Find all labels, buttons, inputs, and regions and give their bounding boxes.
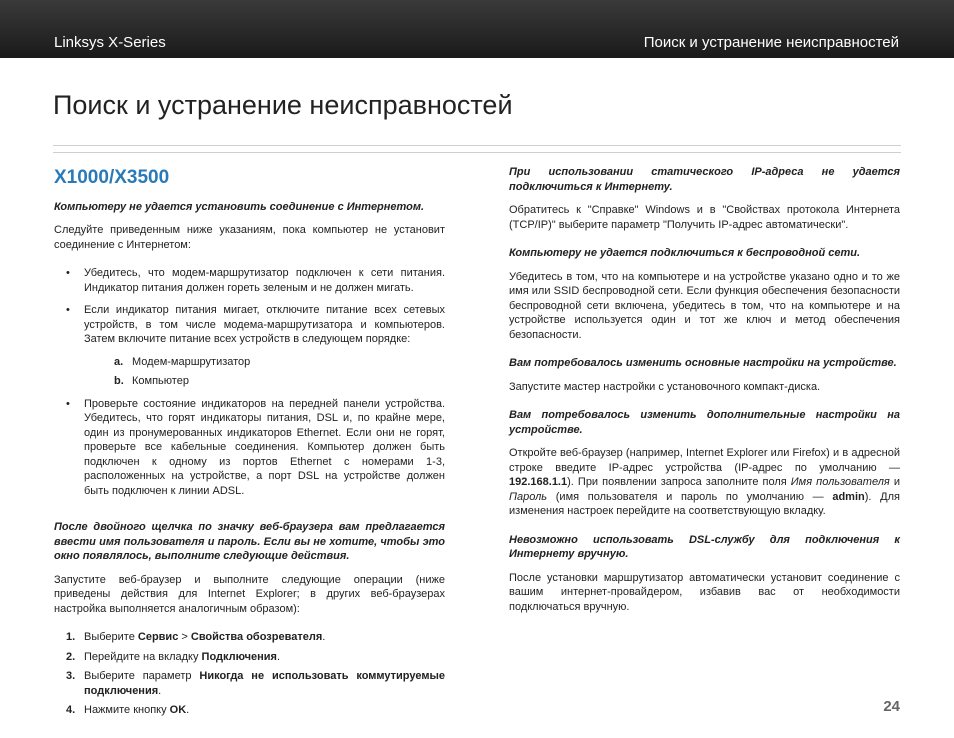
text-segment: ). При появлении запроса заполните поля bbox=[567, 476, 791, 488]
paragraph-intro: Следуйте приведенным ниже указаниям, пока компьютер не установит соединение с Интернетом: bbox=[54, 224, 445, 251]
step-separator: > bbox=[178, 631, 191, 643]
bullet-item: • Убедитесь, что модем-маршрутизатор подключен к сети питания. Индикатор питания должен гореть зеленым и не должен мигать. bbox=[54, 266, 445, 295]
bullet-item: • Проверьте состояние индикаторов на передней панели устройства. Убедитесь, что горят индикаторы питания, DSL и, по крайне мере, один из пронумерованных индикаторов Ethernet. Если они не горят, проверьте все кабельные соединения. Компьютер должен быть подключен к одному из портов Ethernet с номерами 1-3, расположенных на устройстве, а порт DSL на устройстве должен быть подключен к линии ADSL. bbox=[54, 397, 445, 499]
paragraph-advanced-settings bbox=[509, 446, 900, 519]
model-heading: X1000/X3500 bbox=[54, 167, 170, 188]
paragraph-wireless: Убедитесь в том, что на компьютере и на устройстве указано одно и то же имя или SSID беспроводной сети. Если функция обеспечения безопасности беспроводной сети включена, убедитесь в том, что на компьютере и на устройстве используется один и тот же ключ и метод обеспечения безопасности. bbox=[509, 270, 900, 341]
step-number: 3. bbox=[66, 670, 76, 682]
step-text: Нажмите кнопку bbox=[84, 704, 170, 716]
paragraph-browser: Запустите веб-браузер и выполните следующие операции (ниже приведены действия для Internet Explorer; в других веб-браузерах настройка выполняется аналогичным образом): bbox=[54, 573, 445, 615]
sub-item bbox=[114, 355, 445, 370]
paragraph-basic-settings: Запустите мастер настройки с установочного компакт-диска. bbox=[509, 380, 821, 393]
bullet-text: Если индикатор питания мигает, отключите питание всех сетевых устройств, в том числе модема-маршрутизатора и компьютеров. Затем включите питание всех устройств в следующем порядке: bbox=[84, 304, 445, 345]
sub-text: Компьютер bbox=[132, 375, 189, 387]
step-item bbox=[54, 650, 445, 665]
default-admin: admin bbox=[832, 490, 865, 503]
field-username: Имя пользователя bbox=[790, 476, 890, 488]
text-segment: ). Для изменения настроек перейдите на соответствующую вкладку. bbox=[509, 490, 900, 517]
tab-connections: Подключения bbox=[201, 650, 277, 663]
section-name: Поиск и устранение неисправностей bbox=[643, 34, 899, 51]
field-password: Пароль bbox=[509, 490, 548, 503]
divider-top bbox=[53, 145, 901, 146]
left-column bbox=[54, 165, 445, 723]
sub-list bbox=[114, 355, 445, 389]
step-item bbox=[54, 669, 445, 698]
paragraph-static-ip: Обратитесь к "Справке" Windows и в "Свойствах протокола Интернета (TCP/IP)" выберите параметр "Получить IP-адрес автоматически". bbox=[509, 204, 900, 231]
sub-text: Модем-маршрутизатор bbox=[132, 355, 251, 368]
question-dsl-manual: Невозможно использовать DSL-службу для подключения к Интернету вручную. bbox=[509, 533, 900, 560]
question-static-ip: При использовании статического IP-адреса не удается подключиться к Интернету. bbox=[509, 166, 900, 193]
step-end: . bbox=[276, 650, 280, 663]
question-basic-settings: Вам потребовалось изменить основные настройки на устройстве. bbox=[509, 357, 897, 369]
step-text: Перейдите на вкладку bbox=[84, 650, 202, 663]
steps-list bbox=[54, 630, 445, 718]
menu-service: Сервис bbox=[137, 631, 179, 643]
page-title: Поиск и устранение неисправностей bbox=[53, 90, 513, 120]
menu-internet-options: Свойства обозревателя bbox=[190, 631, 323, 643]
step-text: Выберите параметр bbox=[84, 670, 200, 682]
bullet-item bbox=[54, 303, 445, 389]
step-item bbox=[54, 630, 445, 645]
product-name: Linksys X-Series bbox=[54, 34, 166, 51]
question-internet: Компьютеру не удается установить соединение с Интернетом. bbox=[54, 200, 425, 213]
step-end: . bbox=[158, 684, 162, 697]
sub-label: b. bbox=[114, 375, 124, 387]
sub-label: a. bbox=[114, 355, 124, 368]
text-segment: и bbox=[889, 476, 901, 488]
step-end: . bbox=[186, 704, 190, 716]
sub-item bbox=[114, 374, 445, 389]
text-segment: (имя пользователя и пароль по умолчанию — bbox=[547, 490, 833, 503]
step-number: 1. bbox=[66, 631, 76, 643]
step-end: . bbox=[322, 631, 326, 643]
default-ip: 192.168.1.1 bbox=[509, 476, 568, 488]
divider-bottom bbox=[53, 152, 901, 153]
question-login-prompt: После двойного щелчка по значку веб-браузера вам предлагается ввести имя пользователя и пароль. Если вы не хотите, чтобы это окно появлялось, выполните следующие действия. bbox=[54, 521, 445, 562]
option-never-dial: Никогда не использовать коммутируемые подключения bbox=[84, 670, 445, 697]
question-wireless: Компьютеру не удается подключиться к беспроводной сети. bbox=[509, 247, 861, 259]
step-text: Выберите bbox=[84, 631, 138, 643]
step-number: 2. bbox=[66, 650, 76, 663]
header-bar bbox=[0, 0, 954, 58]
page-number: 24 bbox=[883, 698, 900, 715]
question-advanced-settings: Вам потребовалось изменить дополнительные настройки на устройстве. bbox=[509, 409, 900, 436]
text-segment: Откройте веб-браузер (например, Internet Explorer или Firefox) и в адресной строке введите IP-адрес устройства (IP-адрес по умолчанию — bbox=[509, 447, 900, 474]
right-column bbox=[509, 165, 900, 628]
paragraph-dsl-manual: После установки маршрутизатор автоматически установит соединение с вашим интернет-провайдером, избавив вас от необходимости подключаться вручную. bbox=[509, 571, 900, 613]
button-ok-label: OK bbox=[169, 704, 187, 716]
step-item bbox=[54, 703, 445, 718]
bullet-list bbox=[54, 266, 445, 498]
step-number: 4. bbox=[66, 704, 76, 716]
